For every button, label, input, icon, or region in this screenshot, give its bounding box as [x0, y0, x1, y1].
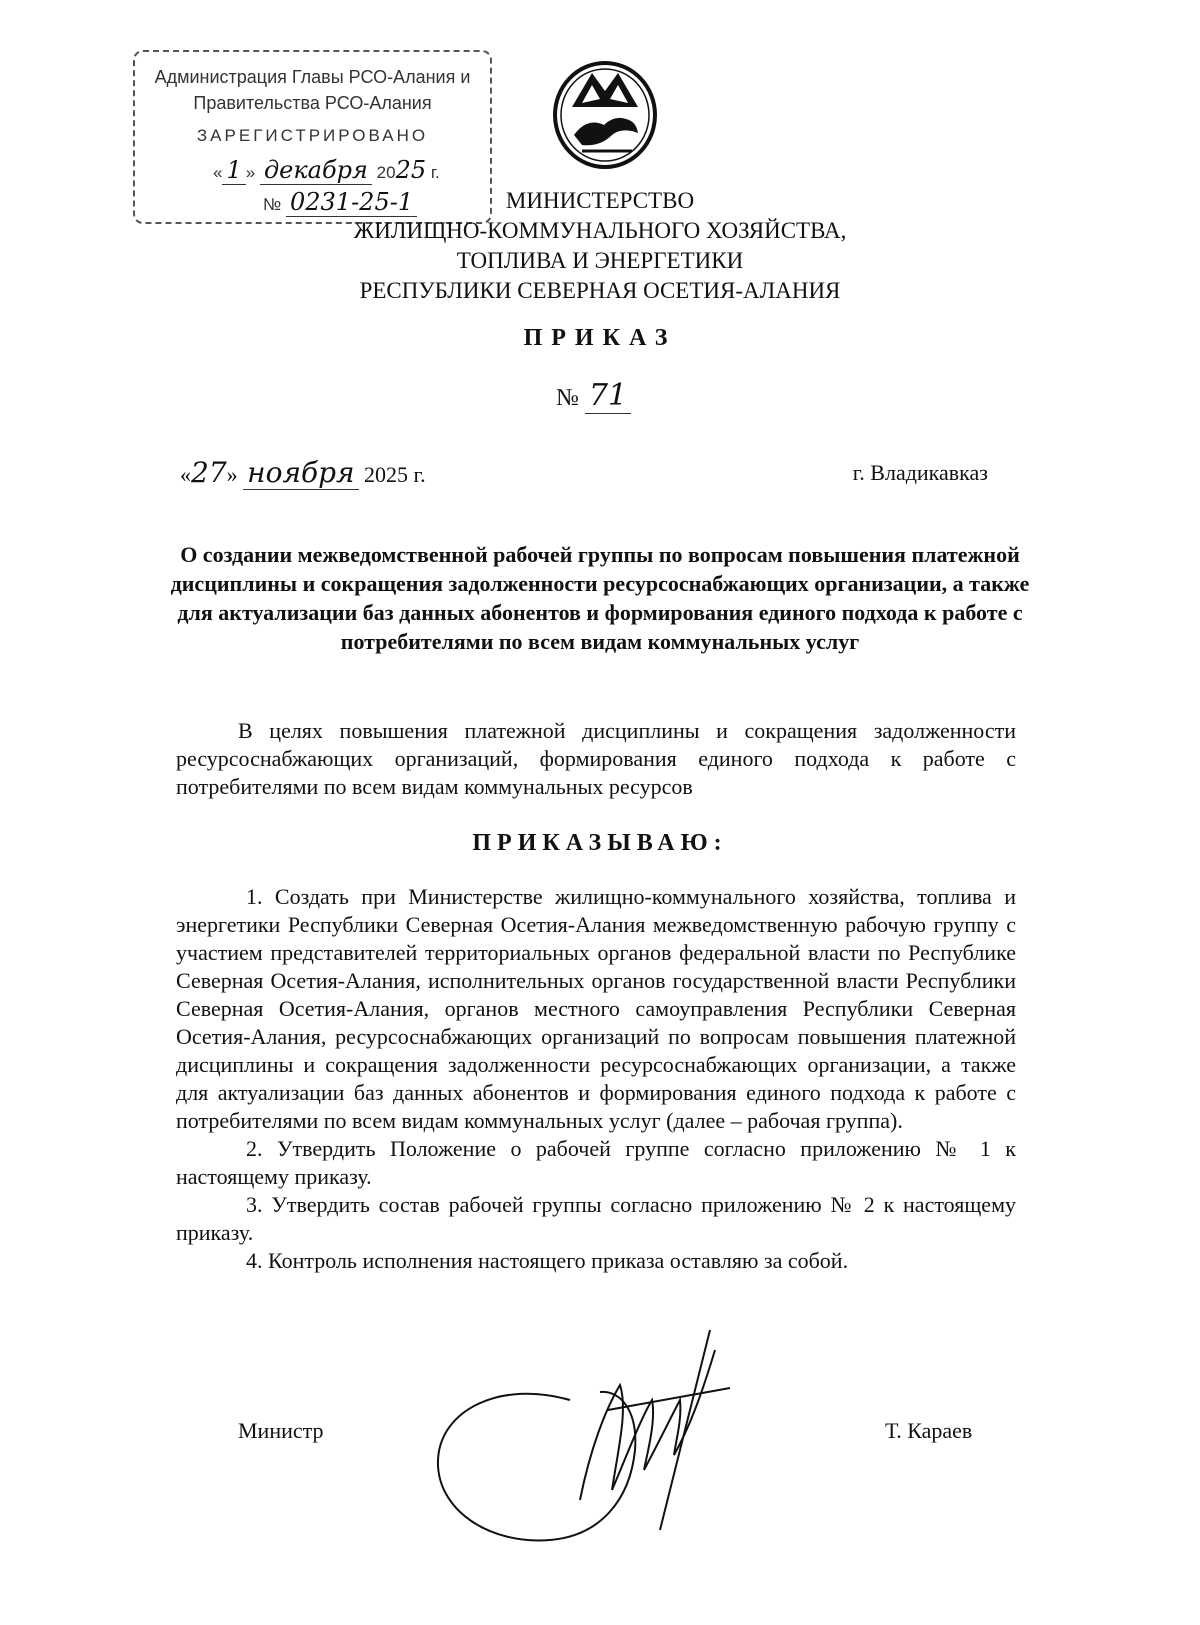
orders-heading: ПРИКАЗЫВАЮ: [472, 830, 728, 856]
order-number [556, 378, 631, 413]
date-month: ноября [243, 456, 358, 490]
order-subject: О создании межведомственной рабочей группы по вопросам повышения платежной дисциплины и сокращения задолженности ресурсоснабжающих организации, а также для актуализации баз данных абонентов и формирования единого подхода к работе с потребителями по всем видам коммунальных услуг [170, 542, 1030, 654]
order-number-value: 71 [585, 378, 631, 414]
handwritten-signature [430, 1290, 750, 1550]
order-preamble: В целях повышения платежной дисциплины и сокращения задолженности ресурсоснабжающих организаций, формирования единого подхода к работе с потребителями по всем видам коммунальных ресурсов [176, 718, 1016, 799]
ministry-header [280, 186, 920, 306]
ministry-line-4: РЕСПУБЛИКИ СЕВЕРНАЯ ОСЕТИЯ-АЛАНИЯ [359, 278, 841, 303]
order-items [176, 883, 1016, 1275]
order-city: г. Владикавказ [852, 460, 988, 485]
order-title: ПРИКАЗ [523, 325, 677, 351]
order-number-label: № [556, 385, 579, 411]
order-item: 3. Утвердить состав рабочей группы согласно приложению № 2 к настоящему приказу. [176, 1192, 1016, 1245]
coat-of-arms-emblem [552, 55, 658, 170]
signer-name: Т. Караев [885, 1418, 973, 1443]
stamp-year-handwritten: 25 [395, 156, 427, 184]
order-date [180, 456, 426, 489]
date-close-quote: » [226, 462, 238, 487]
order-item: 2. Утвердить Положение о рабочей группе согласно приложению № 1 к настоящему приказу. [176, 1136, 1016, 1189]
ministry-line-1: МИНИСТЕРСТВО [505, 188, 695, 213]
stamp-status: ЗАРЕГИСТРИРОВАНО [196, 126, 429, 145]
date-year: 2025 г. [364, 462, 426, 487]
stamp-number-value: 0231-25-1 [286, 188, 417, 217]
date-day: 27 [191, 456, 227, 489]
stamp-date: « 1 » декабря 2025 г. [213, 156, 440, 184]
stamp-day: 1 [222, 156, 245, 185]
ministry-line-3: ТОПЛИВА И ЭНЕРГЕТИКИ [456, 248, 744, 273]
stamp-organization: Администрация Главы РСО-Алания и Правительства РСО-Алания [154, 67, 471, 113]
ministry-line-2: ЖИЛИЩНО-КОММУНАЛЬНОГО ХОЗЯЙСТВА, [353, 218, 847, 243]
stamp-year-prefix: 20 [376, 163, 396, 182]
signer-title: Министр [238, 1418, 324, 1443]
stamp-year-suffix: г. [430, 163, 440, 182]
date-open-quote: « [180, 462, 191, 487]
stamp-month: декабря [260, 156, 372, 185]
stamp-number-label: № [263, 195, 282, 214]
order-item: 1. Создать при Министерстве жилищно-коммунального хозяйства, топлива и энергетики Республики Северная Осетия-Алания межведомственную рабочую группу с участием представителей территориальных органов федеральной власти по Республике Северная Осетия-Алания, исполнительных органов государственной власти Республики Северная Осетия-Алания, органов местного самоуправления Республики Северная Осетия-Алания, ресурсоснабжающих организаций по вопросам повышения платежной дисциплины и сокращения задолженности ресурсоснабжающих организации, а также для актуализации баз данных абонентов и формирования единого подхода к работе с потребителями по всем видам коммунальных услуг (далее – рабочая группа). [176, 884, 1016, 1133]
order-item: 4. Контроль исполнения настоящего приказа оставляю за собой. [246, 1248, 849, 1273]
